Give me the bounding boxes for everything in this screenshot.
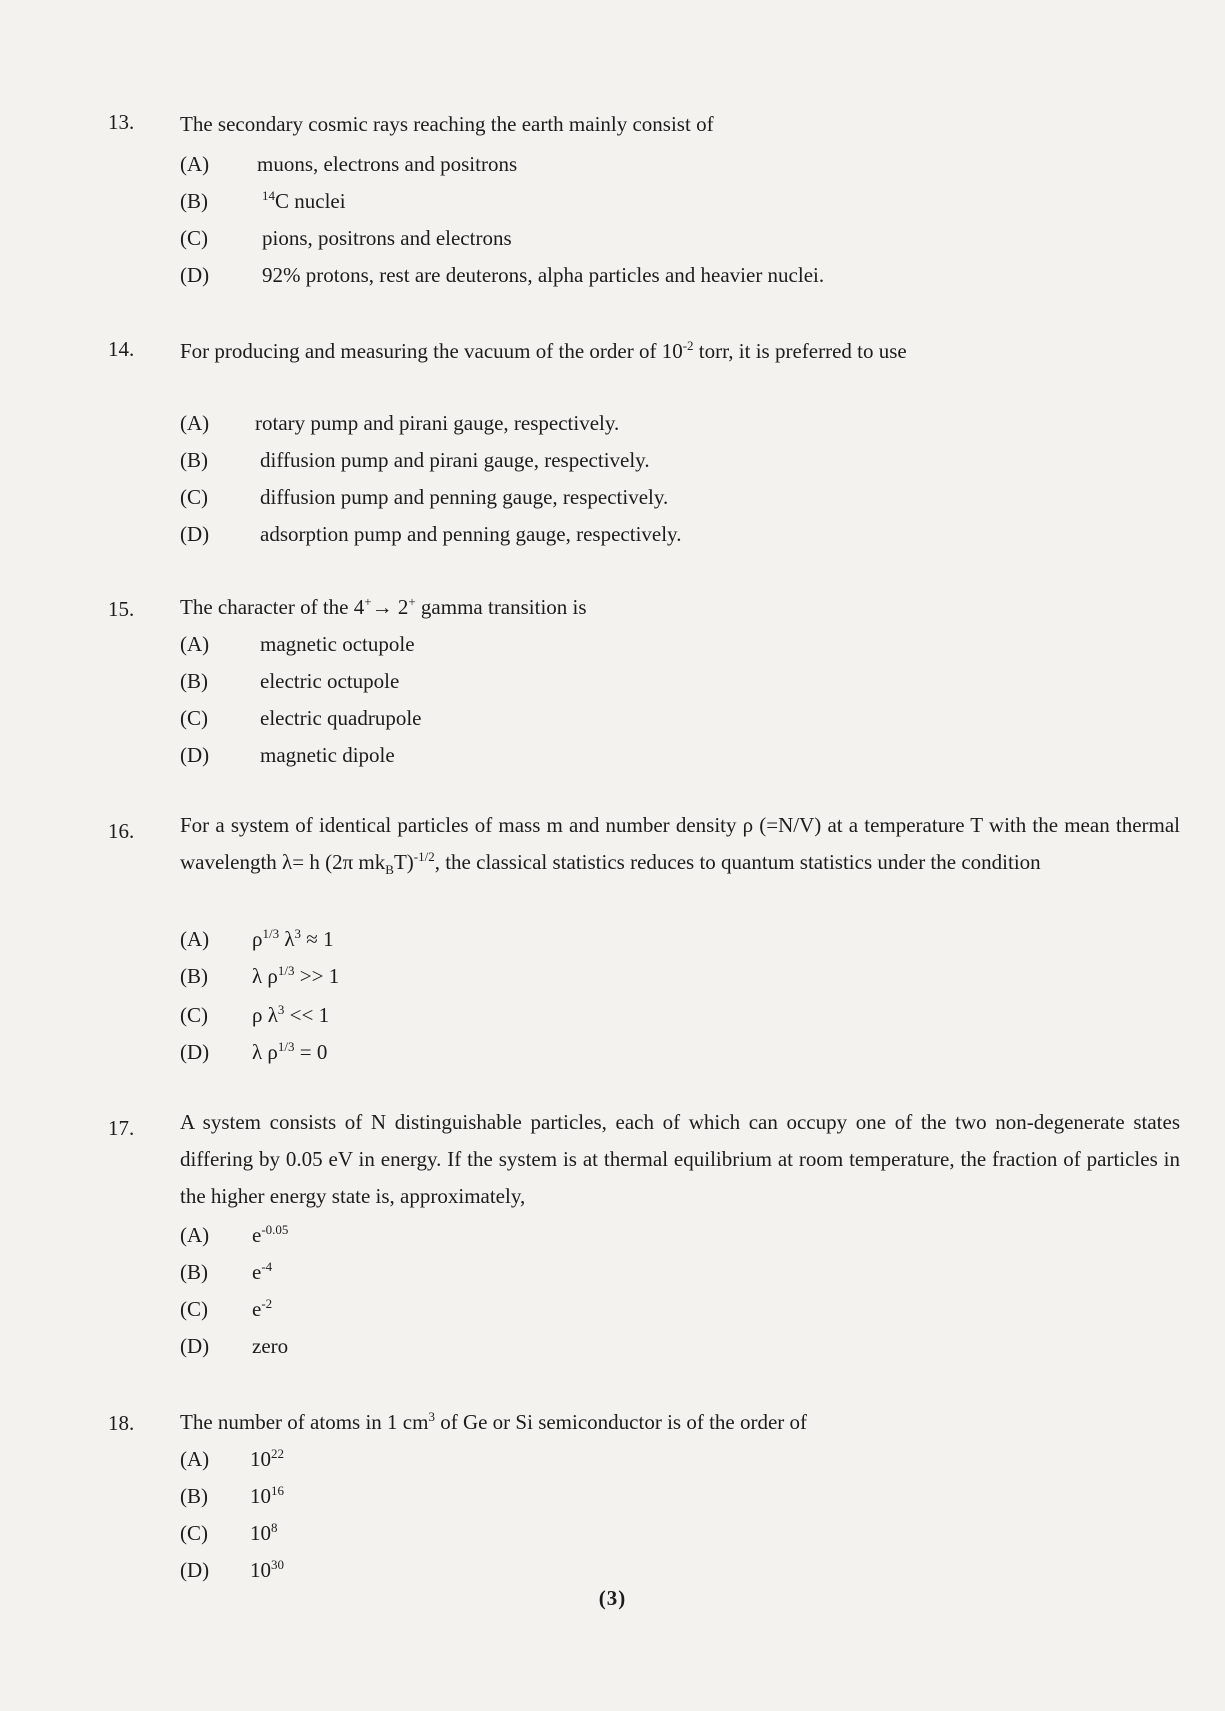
question-number: 16.: [108, 819, 135, 843]
question-stem: A system consists of N distinguishable particles, each of which can occupy one of the two non-degenerate states differing by 0.05 eV in energy. If the system is at thermal equilibrium at room temperature, the fraction of particles in the higher energy state is, approximately,: [180, 1110, 1180, 1208]
question-stem: The number of atoms in 1 $cm^3$ of Ge or Si semiconductor is of the order of: [180, 1409, 808, 1434]
question-number: 17.: [108, 1116, 135, 1140]
option-d: (D) $10^{30}$: [180, 1557, 284, 1582]
option-a: (A) $\rho^{1/3}$ $\lambda^3 \approx 1$: [180, 926, 334, 951]
option-c: (C) electric quadrupole: [180, 706, 422, 730]
option-d: (D) zero: [180, 1334, 289, 1358]
option-c: (C) $10^8$: [180, 1520, 278, 1545]
question-number: 14.: [108, 337, 135, 361]
option-a: (A) $e^{-0.05}$: [180, 1222, 289, 1247]
option-a: (A) $10^{22}$: [180, 1446, 284, 1471]
page-number: (3): [598, 1586, 627, 1610]
option-a: (A) magnetic octupole: [180, 632, 415, 656]
question-stem: For producing and measuring the vacuum of the order of $10^{-2}$ torr, it is preferred to use: [180, 338, 907, 363]
question-number: 15.: [108, 597, 135, 621]
question-number: 13.: [108, 110, 135, 134]
option-c: (C) diffusion pump and penning gauge, respectively.: [180, 485, 669, 509]
option-d: (D) 92% protons, rest are deuterons, alpha particles and heavier nuclei.: [180, 263, 825, 287]
option-c: (C) ρ $\lambda^3 << 1$: [180, 1002, 330, 1027]
option-b: (B) diffusion pump and pirani gauge, respectively.: [180, 448, 650, 472]
question-number: 18.: [108, 1411, 135, 1435]
question-stem: The secondary cosmic rays reaching the earth mainly consist of: [180, 112, 714, 136]
option-d: (D) λ $\rho^{1/3} = 0$: [180, 1039, 328, 1064]
question-stem: The character of the 4+→ 2+ gamma transition is: [180, 594, 587, 619]
option-b: (B) $^{14}$C nuclei: [180, 188, 346, 213]
option-b: (B) $10^{16}$: [180, 1483, 284, 1508]
option-a: (A) rotary pump and pirani gauge, respectively.: [180, 411, 620, 435]
option-c: (C) $e^{-2}$: [180, 1296, 273, 1321]
option-b: (B) $e^{-4}$: [180, 1259, 273, 1284]
option-a: (A) muons, electrons and positrons: [180, 152, 518, 176]
option-c: (C) pions, positrons and electrons: [180, 226, 512, 250]
question-stem: For a system of identical particles of mass m and number density ρ (=N/V) at a temperature T with the mean thermal wavelength λ= h (2π $mk_BT)^{-1/2}$, the classical statistics reduces to quantum statistics under the condition: [180, 813, 1180, 878]
option-d: (D) adsorption pump and penning gauge, respectively.: [180, 522, 682, 546]
option-d: (D) magnetic dipole: [180, 743, 395, 767]
option-b: (B) electric octupole: [180, 669, 400, 693]
option-b: (B) λ $\rho^{1/3} >> 1$: [180, 963, 340, 988]
